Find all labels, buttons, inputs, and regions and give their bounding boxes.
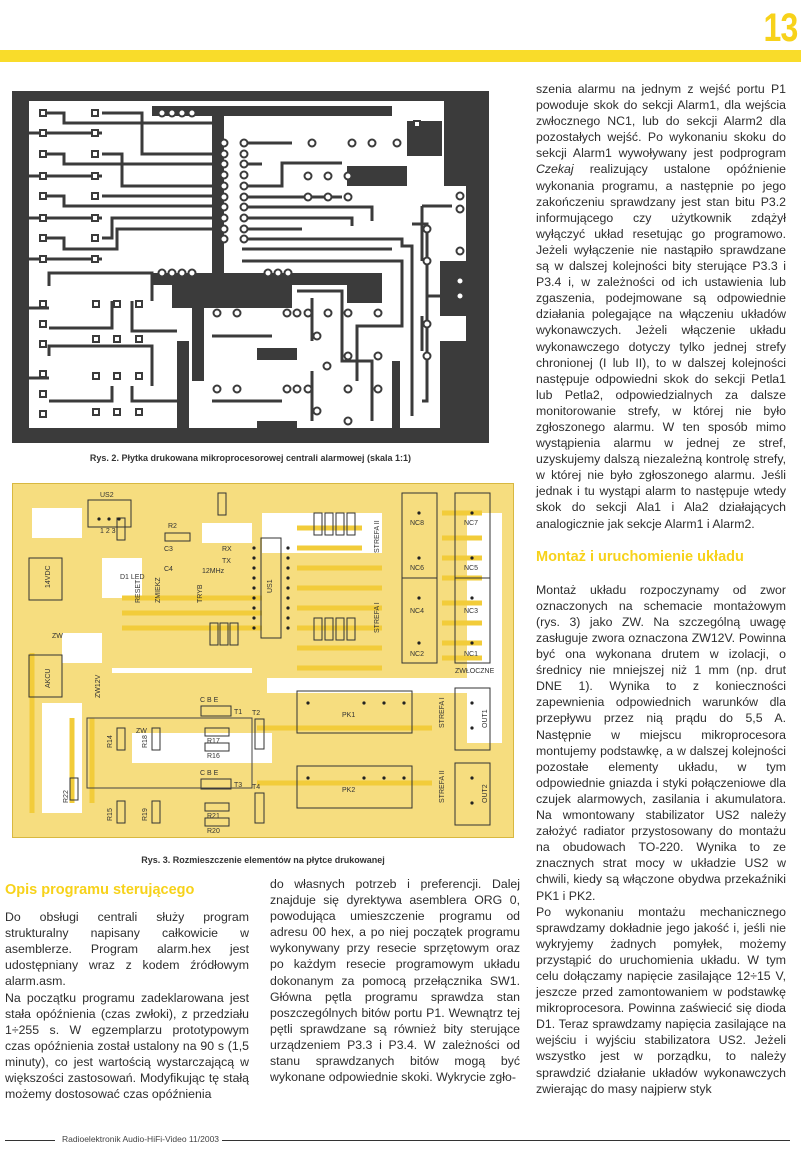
label-t4: T4 — [252, 784, 261, 791]
footer-publication: Radioelektronik Audio-HiFi-Video 11/2003 — [62, 1134, 220, 1144]
label-nc4: NC4 — [410, 608, 425, 615]
label-zw-mid: ZW — [136, 728, 147, 735]
label-cbe-t1: C B E — [200, 697, 219, 704]
label-r2: R2 — [168, 523, 177, 530]
paragraph: Do obsługi centrali służy program strukturalny napisany całkowicie w asemblerze. Program alarm.hex jest udostępniany wraz z kodem źródłowym alarm.asm. — [5, 910, 249, 989]
footer-rule-left — [5, 1140, 55, 1141]
paragraph-text: szenia alarmu na jednym z wejść portu P1 powoduje skok do sekcji Alarm1, dla wejścia zwłocznego NC1, lub do sekcji Alarm2 dla pozostałych wejść. Po wykonaniu skoku do sekcji Alarm1 wywoływany jest podprogram — [536, 82, 786, 161]
label-nc8: NC8 — [410, 520, 425, 527]
italic-term: Czekaj — [536, 162, 574, 177]
label-us1: US1 — [267, 579, 274, 593]
label-r17: R17 — [207, 738, 220, 745]
label-zw-left: ZW — [52, 633, 63, 640]
label-r14: R14 — [107, 735, 114, 748]
label-akcu: AKCU — [45, 668, 52, 688]
label-r22: R22 — [63, 790, 70, 803]
header-accent-bar — [0, 50, 801, 62]
label-tryb: TRYB — [197, 584, 204, 603]
label-14vdc: 14VDC — [45, 565, 52, 588]
label-nc1: NC1 — [464, 651, 479, 658]
column-middle — [270, 876, 520, 1085]
label-zwloczne: ZWŁOCZNE — [455, 668, 495, 675]
paragraph — [536, 81, 786, 532]
paragraph-text: realizujący ustalone opóźnienie wykonania programu, a następnie po jego zakończeniu sprawdzany jest stan bitu P3.2 informującego czy użytkownik zdążył wyłączyć układ resetując go programowo. Jeżeli wyłączenie nie nastąpiło sprawdzane są w dalszej kolejności bity sterujące P3.3 i P3.4 i, w zależności od ich ustawienia lub zgaszenia, podejmowane są odpowiednie działania polegające na włączeniu układów wykonawczych. Jeżeli włączenie układu wykonawczego dotyczy tylko jednej strefy chronionej (I lub II), to w dalszej kolejności następuje odpowiedni skok do sekcji Petla1 lub Petla2, odpowiedzialnych za dalsze monitorowanie strefy, w której nie było zgłoszonego alarmu. W ten sposób mimo wystąpienia alarmu w jednej ze stref, uzyskujemy dalszą niezależną kontrolę strefy, w której nie było zgłoszonego alarmu. Jeśli jednak i tu wystąpi alarm to następuje wtedy skok do sekcji Ala1 i Ala2 działających analogicznie jak sekcje Alarm1 i Alarm2. — [536, 162, 786, 531]
section-heading-program: Opis programu sterującego — [5, 882, 195, 898]
label-xtal: 12MHz — [202, 568, 225, 575]
label-sw1-reset: RESET — [135, 579, 142, 603]
paragraph: Na początku programu zadeklarowana jest stała opóźnienia (czas zwłoki), z przedziału 1÷255 s. W egzemplarzu prototypowym czas opóźnienia został ustalony na 90 s (1,5 minuty), co jest wartością wystarczającą w większości zastosowań. Modyfikując tę stałą możemy dostosować czas opóźnienia — [5, 990, 249, 1102]
footer-rule-right — [222, 1140, 790, 1141]
label-r16: R16 — [207, 753, 220, 760]
label-t3: T3 — [234, 782, 243, 789]
label-nc7: NC7 — [464, 520, 479, 527]
label-cbe-t3: C B E — [200, 770, 219, 777]
column-right — [536, 81, 786, 1097]
paragraph: Montaż układu rozpoczynamy od zwor oznaczonych na schemacie montażowym (rys. 3) jako ZW. Na szczególną uwagę zasługuje zwora oznaczona ZW12V. Powinna być ona wykonana drutem w izolacji, o średnicy nie mniejszej niż 1 mm (np. drut DNE 1). Wynika to z konieczności zapewnienia odpowiednich warunków dla przepływu przez nią prądu do 5,5 A. Następnie w miejscu mikroprocesora montujemy podstawkę, a w dalszej kolejności pozostałe elementy układu, w tym odpowiednie gniazda i styki połączeniowe dla czujek alarmowych, zasilania i akumulatora. Na wmontowany stabilizator US2 należy założyć radiator przystosowany do montażu na obudowach TO-220. Wynika to ze znacznych strat mocy w układzie US2 w chwili, kiedy są włączone obydwa przekaźniki PK1 i PK2. — [536, 582, 786, 903]
section-heading-assembly: Montaż i uruchomienie układu — [536, 548, 744, 565]
label-nc3: NC3 — [464, 608, 479, 615]
label-us2-pins: 1 2 3 — [100, 528, 116, 535]
label-r18: R18 — [142, 735, 149, 748]
label-zmiekz: ZMIEKZ — [155, 577, 162, 603]
label-strefa1-inputs: STREFA I — [374, 602, 381, 633]
label-pk2: PK2 — [342, 787, 356, 794]
label-c3: C3 — [164, 546, 173, 553]
label-us2: US2 — [100, 492, 114, 499]
label-nc2: NC2 — [410, 651, 425, 658]
label-nc5: NC5 — [464, 565, 479, 572]
label-rx: RX — [222, 546, 232, 553]
label-d1-led: D1 LED — [120, 574, 145, 581]
component-placement-figure — [12, 483, 514, 838]
label-strefa2-inputs: STREFA II — [374, 520, 381, 553]
label-out2: OUT2 — [482, 784, 489, 803]
label-t2: T2 — [252, 710, 261, 717]
paragraph: do własnych potrzeb i preferencji. Dalej znajduje się dyrektywa asemblera ORG 0, powodująca umieszczenie programu od adresu 00 hex, a po niej początek programu wykonywany przy resecie sprzętowym oraz po każdym resecie programowym układu dokonanym za pomocą przełącznika SW1. Główna pętla programu sprawdza stan poszczególnych bitów portu P1. Wewnątrz tej pętli sprawdzane są również bity sterujące urządzeniem P3.3 i P3.4. W zależności od stanu sprawdzanych bitów mogą być wykonane odpowiednie skoki. Wykrycie zgło- — [270, 877, 520, 1085]
figure-2-caption: Rys. 2. Płytka drukowana mikroprocesorowej centrali alarmowej (skala 1:1) — [89, 453, 412, 463]
label-t1: T1 — [234, 709, 243, 716]
page-number: 13 — [763, 6, 797, 50]
paragraph: Po wykonaniu montażu mechanicznego sprawdzamy dokładnie jego jakość i, jeśli nie wykryjemy żadnych pomyłek, możemy przystąpić do uruchomienia układu. W tym celu dołączamy napięcie zasilające 12÷15 V, jeszcze przed zamontowaniem w podstawkę mikroprocesora. Powinna zaświecić się dioda D1. Teraz sprawdzamy napięcia zasilające na wejściu i wyjściu stabilizatora US2. Jeżeli wszystko jest w porządku, to należy sprawdzić działanie układów wykonawczych zwierając do masy najpierw styk — [536, 904, 786, 1096]
label-c4: C4 — [164, 566, 173, 573]
figure-3-caption: Rys. 3. Rozmieszczenie elementów na płytce drukowanej — [141, 855, 385, 865]
label-r19: R19 — [142, 808, 149, 821]
label-zw12v: ZW12V — [95, 674, 102, 698]
label-strefa1-out: STREFA I — [439, 697, 446, 728]
label-r20: R20 — [207, 828, 220, 835]
label-out1: OUT1 — [482, 709, 489, 728]
label-pk1: PK1 — [342, 712, 356, 719]
label-r15: R15 — [107, 808, 114, 821]
label-nc6: NC6 — [410, 565, 425, 572]
column-left — [5, 882, 249, 1102]
label-strefa2-out: STREFA II — [439, 770, 446, 803]
label-tx: TX — [222, 558, 231, 565]
label-r21: R21 — [207, 813, 220, 820]
pcb-layout-figure — [12, 91, 489, 443]
